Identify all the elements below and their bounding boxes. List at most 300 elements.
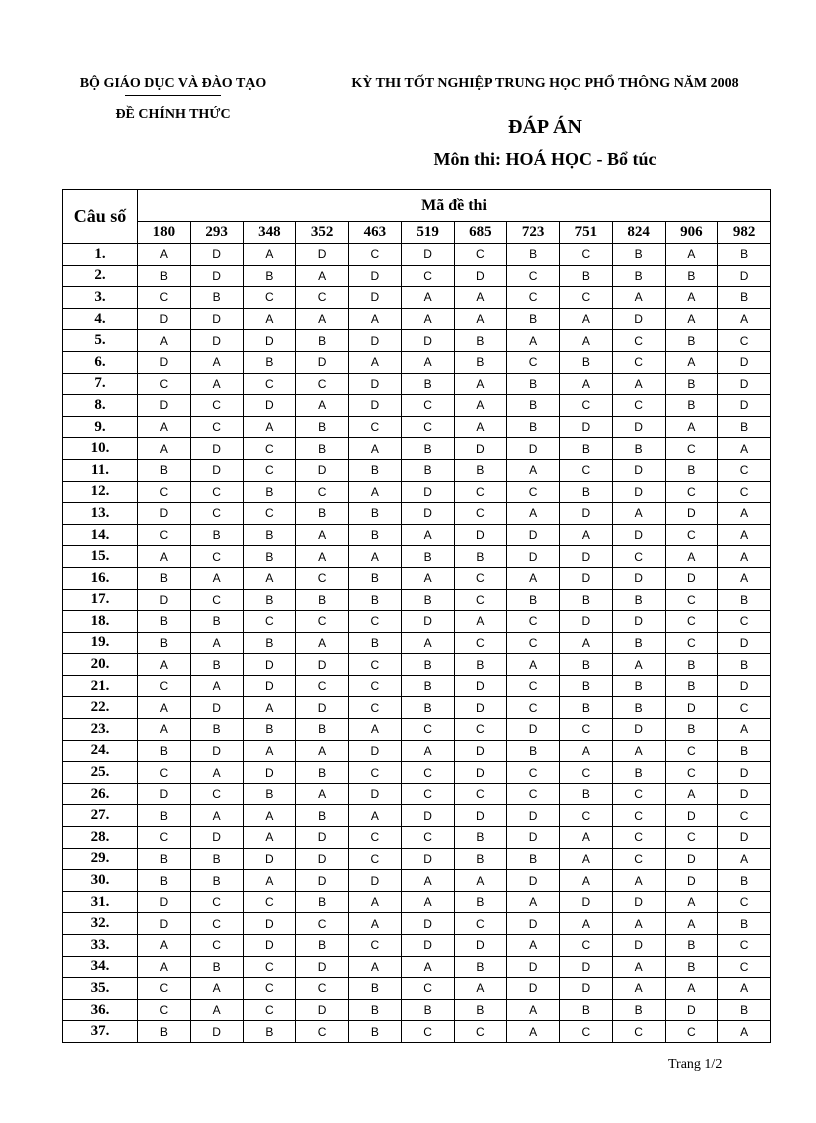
answer-cell: A [243, 244, 296, 266]
question-number: 26. [63, 783, 138, 805]
answer-cell: C [560, 805, 613, 827]
answer-cell: B [296, 589, 349, 611]
answer-cell: C [665, 611, 718, 633]
answer-cell: C [243, 611, 296, 633]
exam-code: 906 [665, 222, 718, 244]
answer-cell: A [454, 395, 507, 417]
answer-cell: C [243, 956, 296, 978]
answer-cell: B [296, 891, 349, 913]
answer-cell: C [507, 481, 560, 503]
answer-cell: C [560, 287, 613, 309]
table-row [63, 287, 771, 309]
answer-cell: B [665, 265, 718, 287]
answer-cell: D [718, 395, 771, 417]
table-row [63, 805, 771, 827]
answer-cell: A [243, 416, 296, 438]
answer-cell: D [243, 935, 296, 957]
answer-cell: C [190, 416, 243, 438]
answer-cell: A [190, 805, 243, 827]
answer-cell: D [296, 459, 349, 481]
answer-cell: A [718, 567, 771, 589]
answer-cell: B [349, 567, 402, 589]
answer-cell: B [560, 351, 613, 373]
answer-cell: D [507, 913, 560, 935]
answer-cell: D [507, 805, 560, 827]
answer-cell: D [190, 244, 243, 266]
answer-cell: A [401, 524, 454, 546]
answer-cell: A [612, 287, 665, 309]
answer-cell: B [718, 416, 771, 438]
answer-cell: D [349, 740, 402, 762]
answer-cell: C [560, 762, 613, 784]
answer-cell: C [718, 891, 771, 913]
answer-cell: C [718, 611, 771, 633]
answer-cell: A [560, 870, 613, 892]
exam-name: KỲ THI TỐT NGHIỆP TRUNG HỌC PHỔ THÔNG NĂM 2008 [351, 76, 739, 91]
table-row [63, 524, 771, 546]
answer-cell: A [190, 999, 243, 1021]
table-row [63, 567, 771, 589]
answer-cell: D [507, 524, 560, 546]
answer-cell: C [718, 697, 771, 719]
answer-cell: B [454, 956, 507, 978]
question-number: 33. [63, 935, 138, 957]
answer-cell: B [560, 481, 613, 503]
answer-cell: A [454, 611, 507, 633]
answer-cell: D [507, 719, 560, 741]
answer-cell: B [454, 459, 507, 481]
answer-cell: C [138, 481, 191, 503]
answer-cell: A [138, 416, 191, 438]
answer-cell: B [612, 244, 665, 266]
answer-cell: C [190, 783, 243, 805]
exam-code: 519 [401, 222, 454, 244]
answer-cell: B [454, 827, 507, 849]
answer-cell: D [718, 373, 771, 395]
question-number: 5. [63, 330, 138, 352]
answer-cell: B [454, 351, 507, 373]
answer-cell: B [243, 632, 296, 654]
answer-cell: A [296, 783, 349, 805]
answer-cell: B [401, 697, 454, 719]
answer-cell: A [507, 935, 560, 957]
table-row [63, 632, 771, 654]
answer-cell: B [560, 675, 613, 697]
table-row [63, 244, 771, 266]
answer-cell: A [138, 956, 191, 978]
answer-cell: B [612, 697, 665, 719]
answer-cell: D [560, 567, 613, 589]
answer-cell: A [612, 870, 665, 892]
answer-cell: A [349, 913, 402, 935]
table-row [63, 546, 771, 568]
exam-codes-header: Mã đề thi [138, 190, 771, 222]
answer-cell: D [190, 827, 243, 849]
answer-cell: A [190, 978, 243, 1000]
answer-cell: B [665, 459, 718, 481]
answer-cell: C [454, 632, 507, 654]
answer-cell: B [401, 589, 454, 611]
answer-cell: A [612, 503, 665, 525]
table-row [63, 783, 771, 805]
answer-cell: B [507, 373, 560, 395]
answer-cell: B [718, 913, 771, 935]
answer-cell: D [665, 805, 718, 827]
table-row [63, 654, 771, 676]
answer-cell: D [243, 330, 296, 352]
answer-cell: D [296, 999, 349, 1021]
answer-cell: A [349, 351, 402, 373]
answer-cell: A [349, 481, 402, 503]
question-number: 17. [63, 589, 138, 611]
answer-cell: A [507, 330, 560, 352]
answer-cell: B [243, 265, 296, 287]
answer-cell: B [190, 956, 243, 978]
answer-cell: D [243, 913, 296, 935]
answer-cell: B [560, 589, 613, 611]
answer-cell: A [190, 632, 243, 654]
answer-cell: A [718, 848, 771, 870]
answer-cell: A [718, 503, 771, 525]
answer-cell: C [296, 675, 349, 697]
question-number: 22. [63, 697, 138, 719]
answer-cell: D [560, 546, 613, 568]
answer-cell: D [349, 395, 402, 417]
answer-cell: B [349, 459, 402, 481]
question-number: 19. [63, 632, 138, 654]
answer-cell: C [612, 395, 665, 417]
answer-cell: B [401, 373, 454, 395]
answer-cell: D [718, 675, 771, 697]
answer-cell: B [243, 524, 296, 546]
answer-cell: D [612, 308, 665, 330]
answer-cell: C [454, 913, 507, 935]
table-row [63, 459, 771, 481]
answer-cell: C [349, 697, 402, 719]
answer-cell: C [296, 978, 349, 1000]
answer-cell: C [718, 481, 771, 503]
answer-cell: D [612, 567, 665, 589]
answer-cell: C [401, 783, 454, 805]
answer-cell: D [718, 351, 771, 373]
answer-cell: D [560, 416, 613, 438]
answer-cell: C [454, 719, 507, 741]
answer-cell: B [296, 438, 349, 460]
answer-cell: A [507, 1021, 560, 1043]
answer-cell: A [401, 956, 454, 978]
answer-cell: C [349, 416, 402, 438]
answer-cell: D [454, 524, 507, 546]
answer-cell: C [296, 567, 349, 589]
answer-cell: B [718, 740, 771, 762]
answer-cell: B [507, 740, 560, 762]
answer-cell: B [401, 546, 454, 568]
answer-cell: B [718, 870, 771, 892]
answer-cell: C [454, 481, 507, 503]
answer-cell: A [138, 330, 191, 352]
answer-cell: B [665, 330, 718, 352]
answer-cell: C [454, 244, 507, 266]
answer-cell: B [243, 719, 296, 741]
answer-cell: C [665, 589, 718, 611]
subject-line: Môn thi: HOÁ HỌC - Bổ túc [433, 149, 657, 169]
table-row [63, 308, 771, 330]
answer-cell: C [190, 546, 243, 568]
answer-cell: C [665, 762, 718, 784]
answer-cell: D [296, 956, 349, 978]
answer-cell: B [665, 719, 718, 741]
answer-cell: C [507, 762, 560, 784]
answer-cell: A [507, 567, 560, 589]
answer-cell: C [612, 805, 665, 827]
answer-cell: D [190, 265, 243, 287]
answer-cell: A [138, 935, 191, 957]
answer-cell: D [560, 503, 613, 525]
answer-cell: D [349, 870, 402, 892]
answer-cell: C [454, 1021, 507, 1043]
table-row [63, 675, 771, 697]
answer-cell: B [612, 675, 665, 697]
answer-cell: C [560, 1021, 613, 1043]
answer-cell: D [454, 762, 507, 784]
answer-cell: D [718, 265, 771, 287]
answer-cell: D [190, 740, 243, 762]
question-number: 36. [63, 999, 138, 1021]
answer-cell: D [612, 459, 665, 481]
answer-cell: B [665, 395, 718, 417]
page-title: ĐÁP ÁN [508, 116, 582, 138]
table-row [63, 848, 771, 870]
answer-cell: A [349, 719, 402, 741]
answer-cell: A [665, 351, 718, 373]
answer-cell: B [296, 762, 349, 784]
answer-cell: A [665, 783, 718, 805]
answer-cell: D [190, 330, 243, 352]
answer-cell: A [560, 848, 613, 870]
answer-cell: A [401, 308, 454, 330]
answer-cell: C [138, 978, 191, 1000]
answer-cell: D [507, 870, 560, 892]
answer-cell: A [560, 330, 613, 352]
answer-cell: D [612, 719, 665, 741]
question-header: Câu số [63, 190, 138, 244]
answer-cell: D [401, 805, 454, 827]
exam-codes-row [63, 222, 771, 244]
answer-cell: A [665, 308, 718, 330]
answer-cell: C [190, 913, 243, 935]
answer-cell: A [243, 805, 296, 827]
question-number: 14. [63, 524, 138, 546]
answer-cell: D [138, 351, 191, 373]
answer-cell: D [560, 956, 613, 978]
answer-cell: C [138, 524, 191, 546]
answer-cell: D [665, 503, 718, 525]
answer-cell: B [190, 848, 243, 870]
answer-cell: D [454, 697, 507, 719]
answer-cell: C [190, 395, 243, 417]
answer-cell: C [296, 611, 349, 633]
answer-cell: B [190, 870, 243, 892]
answer-cell: D [560, 891, 613, 913]
answer-cell: C [243, 459, 296, 481]
table-row [63, 762, 771, 784]
answer-cell: C [507, 351, 560, 373]
answer-cell: A [507, 654, 560, 676]
answer-cell: A [665, 244, 718, 266]
answer-cell: B [190, 524, 243, 546]
answer-cell: D [612, 891, 665, 913]
answer-cell: C [243, 999, 296, 1021]
answer-cell: D [401, 330, 454, 352]
question-number: 25. [63, 762, 138, 784]
question-number: 16. [63, 567, 138, 589]
answer-cell: D [138, 589, 191, 611]
answer-cell: B [401, 654, 454, 676]
answer-cell: C [190, 935, 243, 957]
answer-cell: B [507, 848, 560, 870]
answer-cell: B [454, 848, 507, 870]
answer-cell: D [612, 611, 665, 633]
answer-cell: D [507, 956, 560, 978]
answer-cell: B [349, 632, 402, 654]
answer-cell: A [612, 956, 665, 978]
answer-cell: D [560, 611, 613, 633]
answer-cell: B [454, 891, 507, 913]
answer-cell: A [454, 308, 507, 330]
answer-cell: B [138, 805, 191, 827]
answer-cell: D [349, 287, 402, 309]
official-label: ĐỀ CHÍNH THỨC [115, 107, 231, 122]
answer-cell: D [296, 654, 349, 676]
answer-cell: D [401, 481, 454, 503]
question-number: 21. [63, 675, 138, 697]
table-row [63, 481, 771, 503]
table-row [63, 697, 771, 719]
answer-cell: A [243, 870, 296, 892]
answer-cell: A [612, 654, 665, 676]
answer-cell: C [612, 546, 665, 568]
answer-cell: C [665, 524, 718, 546]
answer-cell: B [349, 503, 402, 525]
answer-cell: B [349, 524, 402, 546]
table-row [63, 891, 771, 913]
question-number: 10. [63, 438, 138, 460]
question-number: 37. [63, 1021, 138, 1043]
answer-cell: C [507, 697, 560, 719]
answer-cell: C [718, 330, 771, 352]
answer-cell: D [401, 935, 454, 957]
answer-cell: C [612, 827, 665, 849]
answer-cell: A [560, 308, 613, 330]
answer-cell: B [401, 999, 454, 1021]
answer-cell: C [612, 783, 665, 805]
answer-cell: B [612, 265, 665, 287]
answer-cell: B [190, 719, 243, 741]
answer-cell: B [296, 503, 349, 525]
answer-cell: A [612, 373, 665, 395]
answer-cell: C [190, 891, 243, 913]
answer-cell: B [349, 999, 402, 1021]
answer-cell: C [243, 287, 296, 309]
answer-cell: D [612, 481, 665, 503]
table-row [63, 373, 771, 395]
answer-cell: A [401, 870, 454, 892]
table-row [63, 719, 771, 741]
answer-cell: A [718, 719, 771, 741]
answer-cell: A [560, 827, 613, 849]
answer-table [62, 189, 771, 1043]
table-row [63, 999, 771, 1021]
answer-cell: B [138, 740, 191, 762]
answer-cell: D [718, 762, 771, 784]
answer-cell: A [454, 416, 507, 438]
answer-cell: A [454, 373, 507, 395]
answer-cell: D [401, 848, 454, 870]
question-number: 9. [63, 416, 138, 438]
answer-cell: B [560, 265, 613, 287]
exam-code: 824 [612, 222, 665, 244]
answer-cell: A [560, 524, 613, 546]
answer-cell: A [349, 546, 402, 568]
answer-cell: C [401, 265, 454, 287]
answer-cell: B [560, 999, 613, 1021]
answer-cell: C [349, 935, 402, 957]
answer-cell: D [349, 330, 402, 352]
answer-cell: B [138, 870, 191, 892]
question-number: 23. [63, 719, 138, 741]
answer-cell: C [296, 373, 349, 395]
answer-cell: C [243, 373, 296, 395]
answer-cell: C [138, 675, 191, 697]
answer-cell: D [401, 913, 454, 935]
answer-cell: D [243, 675, 296, 697]
answer-cell: C [243, 978, 296, 1000]
table-row [63, 935, 771, 957]
exam-code: 685 [454, 222, 507, 244]
answer-cell: B [718, 654, 771, 676]
answer-cell: A [560, 740, 613, 762]
exam-code: 180 [138, 222, 191, 244]
answer-cell: B [665, 373, 718, 395]
answer-cell: C [138, 373, 191, 395]
answer-cell: D [401, 244, 454, 266]
answer-cell: B [243, 481, 296, 503]
answer-cell: B [560, 697, 613, 719]
answer-cell: A [507, 459, 560, 481]
answer-cell: B [718, 589, 771, 611]
answer-cell: B [243, 783, 296, 805]
answer-cell: A [718, 1021, 771, 1043]
answer-cell: B [507, 308, 560, 330]
table-row [63, 913, 771, 935]
answer-cell: D [190, 697, 243, 719]
answer-cell: B [665, 675, 718, 697]
answer-cell: B [349, 1021, 402, 1043]
exam-code: 352 [296, 222, 349, 244]
answer-cell: C [507, 611, 560, 633]
answer-cell: C [138, 287, 191, 309]
answer-cell: D [612, 416, 665, 438]
answer-cell: B [507, 244, 560, 266]
answer-cell: B [190, 287, 243, 309]
answer-cell: A [718, 308, 771, 330]
question-number: 30. [63, 870, 138, 892]
answer-cell: A [190, 373, 243, 395]
answer-cell: B [138, 567, 191, 589]
answer-cell: D [454, 675, 507, 697]
answer-cell: C [296, 1021, 349, 1043]
answer-cell: C [401, 416, 454, 438]
